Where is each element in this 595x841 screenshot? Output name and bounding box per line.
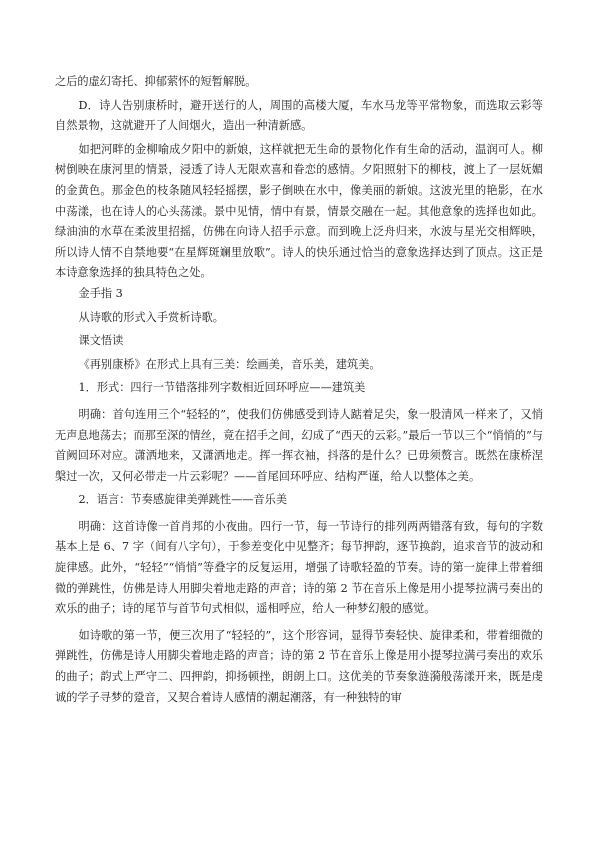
- subheading-text-reading: 课文悟读: [78, 334, 124, 348]
- document-page: [55, 72, 543, 708]
- subheading-form-architecture: 1．形式：四行一节错落排列字数相近回环呼应——建筑美: [78, 381, 366, 395]
- paragraph-three-beauties: 《再别康桥》在形式上具有三美：绘画美，音乐美，建筑美。: [78, 357, 381, 371]
- paragraph-continuation: 之后的虚幻寄托、抑郁萦怀的短暂解脱。: [55, 75, 257, 88]
- paragraph-first-stanza-example: 如诗歌的第一节，便三次用了“轻轻的”，这个形容词，显得节奏轻快、旋律柔和，带着细微的弹跳性，仿佛是诗人用脚尖着地走路的声音；诗的第 2 节在音乐上像是用小提琴拉满弓奏出的欢乐的曲子；韵式上严守二、四押韵，抑扬顿挫，朗朗上口。这优美的节奏象涟漪般荡漾开来，既是虔诚的学子寻梦的跫音，又契合着诗人感情的潮起潮落，有一种独特的审: [55, 628, 543, 704]
- section-intro: 从诗歌的形式入手赏析诗歌。: [78, 310, 224, 324]
- subheading-language-music: 2．语言：节奏感旋律美弹跳性——音乐美: [78, 493, 288, 507]
- paragraph-language-explanation: 明确：这首诗像一首肖邦的小夜曲。四行一节，每一节诗行的排列两两错落有致，每句的字数基本上是 6、7 字（间有八字句），于参差变化中见整齐；每节押韵，逐节换韵，追求音节的波动和旋律感。此外，“轻轻”“悄悄”等叠字的反复运用，增强了诗歌轻盈的节奏。诗的第一旋律上带着细微的弹跳性，仿佛是诗人用脚尖着地走路的声音；诗的第 2 节在音乐上像是用小提琴拉满弓奏出的欢乐的曲子；诗的尾节与首节句式相似，遥相呼应，给人一种梦幻般的感觉。: [55, 519, 543, 616]
- paragraph-option-d: D．诗人告别康桥时，避开送行的人，周围的高楼大厦，车水马龙等平常物象，而选取云彩等自然景物，这就避开了人间烟火，造出一种清新感。: [55, 98, 543, 133]
- paragraph-form-explanation: 明确：首句连用三个“轻轻的”，使我们仿佛感受到诗人踮着足尖，象一股清风一样来了，又悄无声息地荡去；而那至深的情丝，竟在招手之间，幻成了“西天的云彩。”最后一节以三个“悄悄的”与首阙回环对应。潇洒地来，又潇洒地走。挥一挥衣袖，抖落的是什么？已毋须赘言。既然在康桥涅槃过一次，又何必带走一片云彩呢？——首尾回环呼应、结构严谨，给人以整体之美。: [55, 407, 543, 483]
- section-heading-golden-finger-3: 金手指 3: [78, 286, 123, 300]
- paragraph-imagery-analysis: 如把河畔的金柳喻成夕阳中的新娘，这样就把无生命的景物化作有生命的活动，温润可人。柳树倒映在康河里的情景，浸透了诗人无限欢喜和眷恋的感情。夕阳照射下的柳枝，渡上了一层妩媚的金黄色。那金色的枝条随风轻轻摇摆，影子倒映在水中，像美丽的新娘。这波光里的艳影，在水中荡漾，也在诗人的心头荡漾。景中见情，情中有景，情景交融在一起。其他意象的选择也如此。绿油油的水草在柔波里招摇，仿佛在向诗人招手示意。而到晚上泛舟归来，水波与星光交相辉映，所以诗人情不自禁地要“在星辉斑斓里放歌”。诗人的快乐通过恰当的意象选择达到了顶点。这正是本诗意象选择的独具特色之处。: [55, 142, 543, 280]
